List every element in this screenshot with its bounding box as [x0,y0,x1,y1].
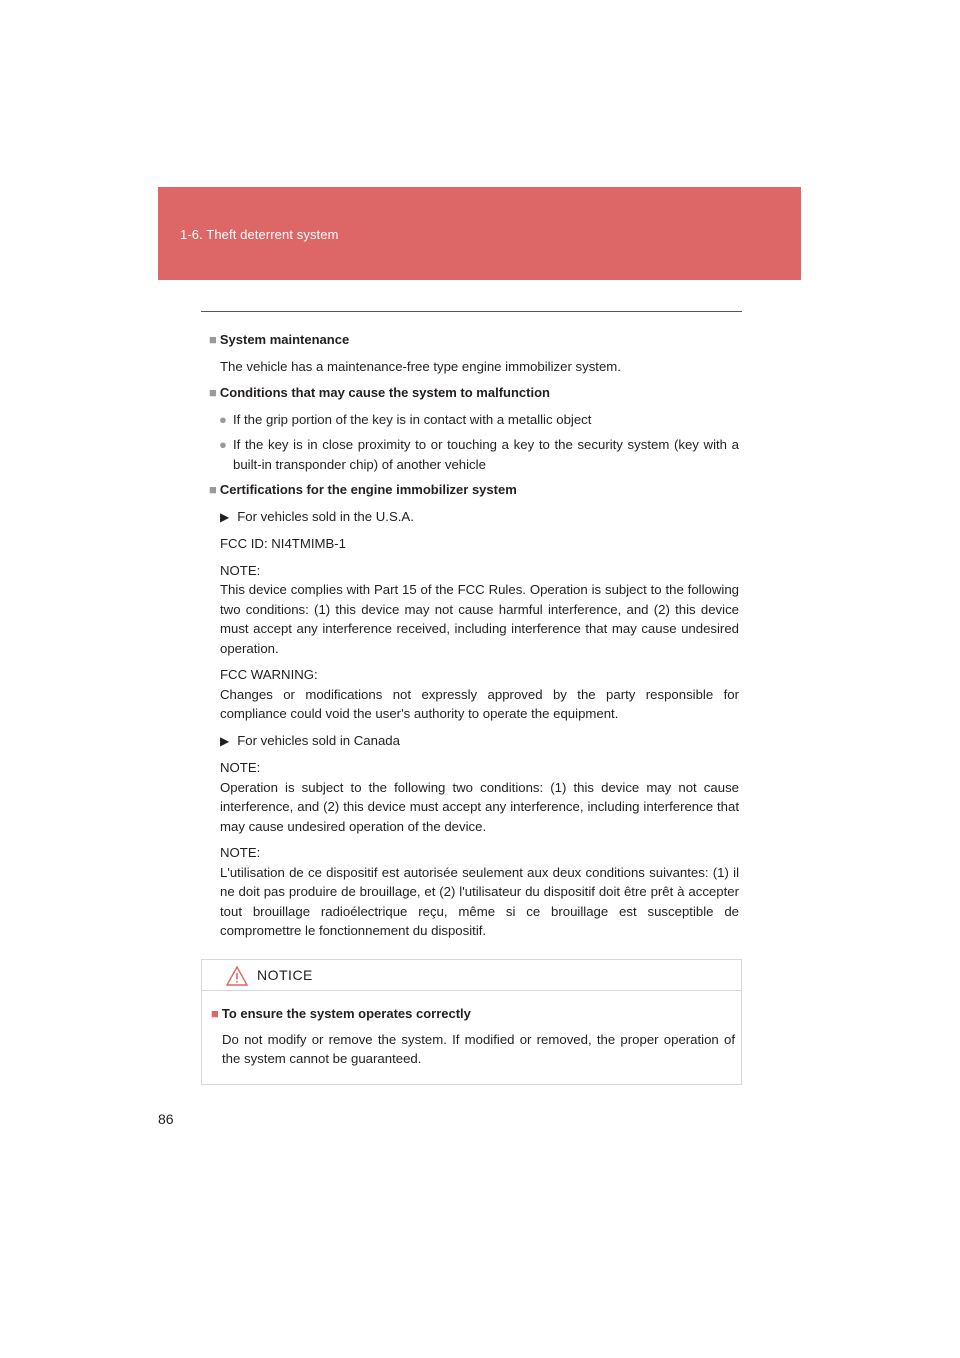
usa-label: ▶ For vehicles sold in the U.S.A. [220,508,414,524]
heading-certifications: ■ Certifications for the engine immobilizer system [209,482,517,497]
arrow-right-icon: ▶ [220,733,230,748]
list-item: ● If the grip portion of the key is in contact with a metallic object [209,410,739,430]
notice-body [202,991,741,1069]
notice-box [201,959,742,1085]
section-title: 1-6. Theft deterrent system [180,227,339,242]
heading-malfunction: ■ Conditions that may cause the system to malfunction [209,385,550,400]
square-bullet-icon: ■ [211,1006,219,1021]
notice-text: Do not modify or remove the system. If modified or removed, the proper operation of the system cannot be guaranteed. [222,1031,735,1066]
fcc-warning: FCC WARNING: Changes or modifications not expressly approved by the party responsible for compliance could void the user's authority to operate the equipment. [220,667,739,721]
list-item: ● If the key is in close proximity to or touching a key to the security system (key with a built-in transponder chip) of another vehicle [219,437,739,472]
main-content [209,330,739,948]
circle-bullet-icon: ● [219,411,227,427]
arrow-right-icon: ▶ [220,509,230,524]
section-header-band [158,187,801,280]
notice-heading: ■ To ensure the system operates correctly [211,1006,471,1021]
canada-note-english: NOTE: Operation is subject to the following two conditions: (1) this device may not cause interference, and (2) this device must accept any interference, including interference that may cause undesired operation of the device. [220,760,739,834]
square-bullet-icon: ■ [209,332,217,347]
page-number: 86 [158,1111,174,1127]
canada-note-french: NOTE: L'utilisation de ce dispositif est autorisée seulement aux deux conditions suivantes: (1) il ne doit pas produire de brouillage, et (2) l'utilisateur du dispositif doit être prêt à accepter tout brouillage radioélectrique reçu, même si ce brouillage est susceptible de compromettre le fonctionnement du dispositif. [220,845,739,938]
square-bullet-icon: ■ [209,385,217,400]
heading-system-maintenance: ■ System maintenance [209,332,350,347]
notice-title: NOTICE [257,967,313,983]
maintenance-text: The vehicle has a maintenance-free type engine immobilizer system. [220,358,621,374]
notice-header [202,960,741,991]
divider [201,311,742,312]
usa-note: NOTE: This device complies with Part 15 of the FCC Rules. Operation is subject to the following two conditions: (1) this device may not cause harmful interference, and (2) this device must accept any interference received, including interference that may cause undesired operation. [220,562,739,656]
fcc-id: FCC ID: NI4TMIMB-1 [220,536,347,551]
warning-triangle-icon [226,966,248,986]
square-bullet-icon: ■ [209,482,217,497]
canada-label: ▶ For vehicles sold in Canada [220,732,400,748]
circle-bullet-icon: ● [219,437,227,452]
